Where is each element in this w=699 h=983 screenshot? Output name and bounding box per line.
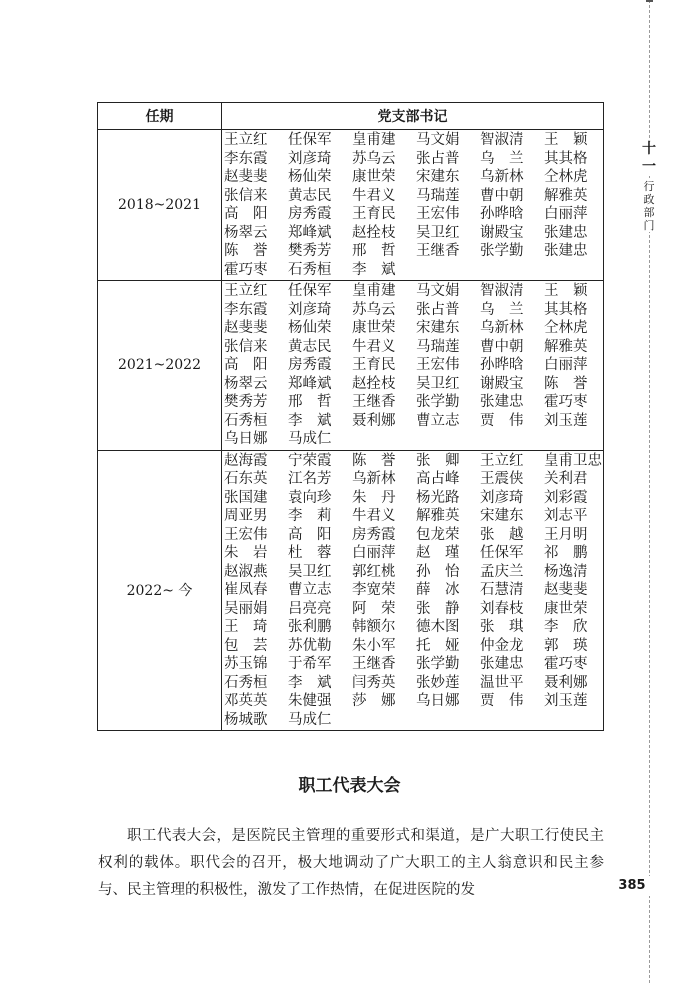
secretary-name: 吴卫红 [288,563,332,580]
secretary-name: 霍巧枣 [544,656,588,672]
secretary-name: 陈 誉 [224,243,268,259]
name-line [224,637,603,656]
secretary-name: 房秀霞 [288,357,332,373]
secretary-name: 郑峰斌 [288,224,332,241]
secretary-name: 陈 誉 [544,375,588,392]
table-row [98,281,604,451]
secretary-name: 马文娟 [416,132,460,148]
secretary-name: 朱 岩 [224,545,268,561]
header-secretary: 党支部书记 [222,103,604,130]
term-cell: 2022~ 今 [98,450,222,731]
name-line [224,375,603,394]
secretary-names-cell [222,130,604,281]
secretary-name: 解雅英 [544,187,588,204]
secretary-name: 邓英英 [224,693,268,709]
secretary-name: 苏乌云 [352,301,396,318]
secretary-name: 张占普 [416,150,460,167]
secretary-name: 王月明 [544,526,588,543]
secretary-name: 李东霞 [224,150,268,167]
secretary-name: 邢 哲 [288,394,332,410]
secretary-name: 乌新林 [480,169,524,185]
secretary-name: 霍巧枣 [544,394,588,410]
secretary-name: 赵拴枝 [352,375,396,392]
name-line [224,507,603,526]
secretary-name: 仝林虎 [544,169,588,185]
secretary-names-cell [222,450,604,731]
secretary-name: 陈 誉 [352,452,396,469]
secretary-name: 孙 怡 [416,563,460,580]
name-line [224,655,603,674]
chapter-number: 十一 [642,141,656,175]
secretary-name: 杨光路 [416,489,460,506]
secretary-name: 康世荣 [352,169,396,185]
secretary-name: 赵海霞 [224,452,268,469]
secretary-name: 杨仙荣 [288,320,332,336]
secretary-names-cell [222,281,604,451]
secretary-name: 杨翠云 [224,375,268,392]
body-paragraph: 职工代表大会，是医院民主管理的重要形式和渠道，是广大职工行使民主权利的载体。职代会的召开，极大地调动了广大职工的主人翁意识和民主参与、民主管理的积极性，激发了工作热情，在促进医院的发 [98,828,604,898]
secretary-name: 刘春枝 [480,600,524,617]
secretary-name: 曹中朝 [480,187,524,204]
secretary-name: 张占普 [416,301,460,318]
secretary-name: 王 颖 [544,132,588,148]
secretary-name: 乌日娜 [224,431,268,447]
secretary-name: 马瑞莲 [416,338,460,355]
secretary-name: 张信来 [224,338,268,355]
name-line [224,242,603,261]
name-line [224,224,603,243]
secretary-name: 智淑清 [480,132,524,148]
secretary-name: 李东霞 [224,301,268,318]
secretary-name: 石慧清 [480,582,524,598]
secretary-name: 王继香 [352,656,396,672]
secretary-name: 刘志平 [544,508,588,524]
secretary-name: 贾 伟 [480,412,524,429]
secretary-name: 乌新林 [352,471,396,487]
secretary-name: 霍巧枣 [224,261,268,278]
name-line [224,131,603,150]
secretary-name: 康世荣 [352,320,396,336]
secretary-name: 张建忠 [544,224,588,241]
secretary-name: 韩额尔 [352,619,396,635]
name-line [224,412,603,431]
term-cell: 2021~2022 [98,281,222,451]
secretary-name: 曹立志 [416,412,460,429]
secretary-name: 赵拴枝 [352,224,396,241]
secretary-name: 朱健强 [288,693,332,709]
secretary-name: 温世平 [480,674,524,691]
secretary-name: 赵 瑾 [416,545,460,561]
term-cell: 2018~2021 [98,130,222,281]
name-line [224,338,603,357]
secretary-name: 张学勤 [416,656,460,672]
secretary-name: 石秀桓 [224,674,268,691]
secretary-name: 张学勤 [416,394,460,410]
name-line [224,393,603,412]
secretary-name: 关利君 [544,471,588,487]
secretary-name: 牛君义 [352,187,396,204]
secretary-name: 皇甫建 [352,132,396,148]
section-title: 职工代表大会 [298,776,401,796]
secretary-name: 石秀桓 [224,412,268,429]
secretary-name: 白丽萍 [544,357,588,373]
secretary-name: 杜 蓉 [288,545,332,561]
secretary-name: 李 斌 [288,674,332,691]
name-line [224,261,603,280]
secretary-name: 其其格 [544,301,588,318]
secretary-name: 杨仙荣 [288,169,332,185]
secretary-name: 李 欣 [544,619,588,635]
secretary-name: 马文娟 [416,283,460,299]
secretary-name: 德木图 [416,619,460,635]
secretary-name: 赵淑燕 [224,563,268,580]
secretary-name: 张 琪 [480,619,524,635]
secretary-name: 宁荣霞 [288,452,332,469]
secretary-name: 解雅英 [544,338,588,355]
secretary-name: 王育民 [352,206,396,222]
name-line [224,544,603,563]
secretary-name: 孟庆兰 [480,563,524,580]
secretary-name: 乌 兰 [480,150,524,167]
secretary-name: 包龙荣 [416,526,460,543]
secretary-name: 赵斐斐 [224,169,268,185]
secretary-name: 王继香 [352,394,396,410]
secretary-name: 刘彩霞 [544,489,588,506]
secretary-name: 张建忠 [480,656,524,672]
header-term: 任期 [98,103,222,130]
secretary-name: 王育民 [352,357,396,373]
secretary-name: 乌日娜 [416,693,460,709]
table-row [98,130,604,281]
secretary-name: 吕亮亮 [288,600,332,617]
secretary-name: 王宏伟 [416,206,460,222]
secretary-name: 闫秀英 [352,674,396,691]
secretary-name: 阿 荣 [352,600,396,617]
secretary-name: 郑峰斌 [288,375,332,392]
secretary-name: 刘玉莲 [544,693,588,709]
secretary-name: 郭红桃 [352,563,396,580]
secretary-name: 张妙莲 [416,674,460,691]
secretary-name: 王立红 [224,132,268,148]
secretary-name: 曹立志 [288,582,332,598]
secretary-name: 张 越 [480,526,524,543]
secretary-name: 莎 娜 [352,693,396,709]
secretary-name: 朱小军 [352,637,396,654]
secretary-name: 张学勤 [480,243,524,259]
secretary-name: 皇甫建 [352,283,396,299]
secretary-name: 贾 伟 [480,693,524,709]
secretary-name: 任保军 [288,283,332,299]
name-line [224,168,603,187]
table-header-row [98,103,604,130]
name-line [224,282,603,301]
secretary-name: 王继香 [416,243,460,259]
secretary-name: 吴丽娟 [224,600,268,617]
secretary-name: 李 斌 [352,261,396,278]
secretary-name: 托 娅 [416,637,460,654]
name-line [224,581,603,600]
secretary-name: 李 莉 [288,508,332,524]
secretary-name: 樊秀芳 [288,243,332,259]
secretary-name: 高 阳 [288,526,332,543]
secretary-name: 谢殿宝 [480,224,524,241]
secretary-name: 仝林虎 [544,320,588,336]
secretary-name: 王立红 [480,452,524,469]
secretary-name: 刘玉莲 [544,412,588,429]
secretary-name: 张建忠 [544,243,588,259]
name-line [224,489,603,508]
secretary-name: 聂利娜 [352,412,396,429]
secretary-name: 马瑞莲 [416,187,460,204]
name-line [224,600,603,619]
secretary-name: 王立红 [224,283,268,299]
secretary-name: 智淑清 [480,283,524,299]
secretary-name: 宋建东 [480,508,524,524]
secretary-name: 苏优勒 [288,637,332,654]
name-line [224,618,603,637]
secretary-name: 于希军 [288,656,332,672]
secretary-name: 高 阳 [224,206,268,222]
name-line [224,187,603,206]
secretary-name: 宋建东 [416,169,460,185]
name-line [224,301,603,320]
secretary-name: 李 斌 [288,412,332,429]
name-line [224,470,603,489]
secretary-name: 苏玉锦 [224,656,268,672]
secretary-name: 郭 瑛 [544,637,588,654]
party-branch-secretary-table [97,102,604,731]
secretary-name: 王 琦 [224,619,268,635]
secretary-name: 樊秀芳 [224,394,268,410]
secretary-name: 马成仁 [288,431,332,447]
secretary-name: 张信来 [224,187,268,204]
secretary-name: 孙晔晗 [480,206,524,222]
secretary-name: 张 静 [416,600,460,617]
name-line [224,430,603,449]
secretary-name: 袁向珍 [288,489,332,506]
name-line [224,711,603,730]
secretary-name: 高占峰 [416,471,460,487]
secretary-name: 皇甫卫忠 [544,452,602,469]
secretary-name: 王宏伟 [416,357,460,373]
name-line [224,319,603,338]
secretary-name: 王震侠 [480,471,524,487]
secretary-name: 江名芳 [288,471,332,487]
secretary-name: 康世荣 [544,600,588,617]
secretary-name: 刘彦琦 [480,489,524,506]
secretary-name: 王宏伟 [224,526,268,543]
page-number: 385 [614,876,650,896]
secretary-name: 石东英 [224,471,268,487]
secretary-name: 崔凤春 [224,582,268,598]
name-line [224,356,603,375]
name-line [224,563,603,582]
name-line [224,526,603,545]
table-body [98,130,604,731]
secretary-name: 马成仁 [288,711,332,728]
secretary-name: 朱 丹 [352,489,396,506]
chapter-title-text: 行 政 部 门 [643,180,655,232]
secretary-name: 刘彦琦 [288,150,332,167]
secretary-name: 高 阳 [224,357,268,373]
name-line [224,205,603,224]
secretary-name: 孙晔晗 [480,357,524,373]
secretary-name: 王 颖 [544,283,588,299]
secretary-name: 黄志民 [288,338,332,355]
secretary-name: 张建忠 [480,394,524,410]
secretary-name: 吴卫红 [416,375,460,392]
secretary-name: 吴卫红 [416,224,460,241]
secretary-name: 曹中朝 [480,338,524,355]
secretary-name: 邢 哲 [352,243,396,259]
secretary-name: 张 卿 [416,452,460,469]
secretary-name: 房秀霞 [288,206,332,222]
secretary-name: 乌 兰 [480,301,524,318]
secretary-name: 张利鹏 [288,619,332,635]
secretary-name: 张国建 [224,489,268,506]
secretary-name: 白丽萍 [544,206,588,222]
secretary-name: 刘彦琦 [288,301,332,318]
secretary-name: 薛 冰 [416,582,460,598]
secretary-name: 李宽荣 [352,582,396,598]
secretary-name: 黄志民 [288,187,332,204]
secretary-name: 房秀霞 [352,526,396,543]
secretary-name: 赵斐斐 [544,582,588,598]
secretary-name: 苏乌云 [352,150,396,167]
secretary-name: 乌新林 [480,320,524,336]
secretary-name: 仲金龙 [480,637,524,654]
secretary-name: 杨城歌 [224,711,268,728]
secretary-name: 赵斐斐 [224,320,268,336]
secretary-name: 任保军 [288,132,332,148]
chapter-title [640,180,658,232]
name-line [224,674,603,693]
page-edge-mark [646,0,653,2]
secretary-name: 石秀桓 [288,261,332,278]
secretary-name: 杨逸清 [544,563,588,580]
secretary-name: 杨翠云 [224,224,268,241]
secretary-name: 宋建东 [416,320,460,336]
secretary-name: 谢殿宝 [480,375,524,392]
name-line [224,692,603,711]
secretary-name: 牛君义 [352,508,396,524]
secretary-name: 解雅英 [416,508,460,524]
secretary-name: 祁 鹏 [544,545,588,561]
secretary-name: 牛君义 [352,338,396,355]
secretary-name: 聂利娜 [544,674,588,691]
secretary-name: 周亚男 [224,508,268,524]
table-row [98,450,604,731]
name-line [224,150,603,169]
name-line [224,452,603,471]
secretary-name: 白丽萍 [352,545,396,561]
secretary-name: 包 芸 [224,637,268,654]
secretary-name: 其其格 [544,150,588,167]
secretary-name: 任保军 [480,545,524,561]
